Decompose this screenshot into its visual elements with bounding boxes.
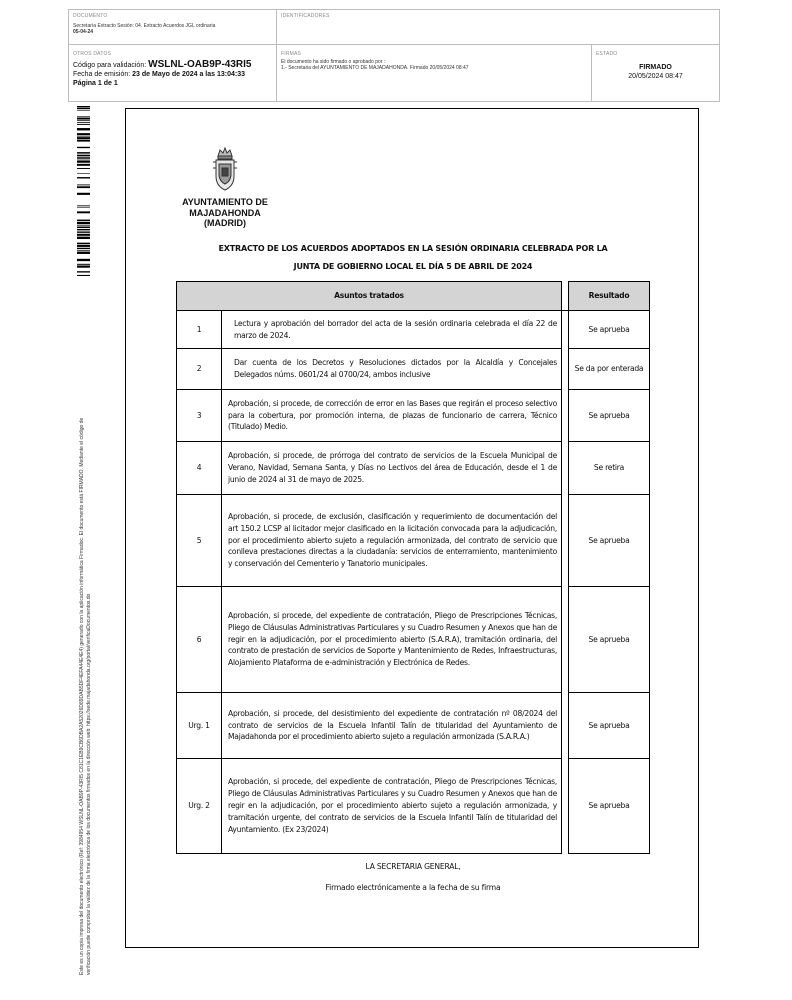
item-result: Se aprueba — [569, 311, 650, 349]
identificadores-label: IDENTIFICADORES — [281, 13, 330, 19]
item-result: Se aprueba — [569, 693, 650, 759]
barcode-bar — [77, 207, 90, 208]
table-row — [177, 390, 650, 442]
documento-label: DOCUMENTO — [73, 13, 108, 19]
barcode-bar — [77, 173, 90, 174]
title-line-1: EXTRACTO DE LOS ACUERDOS ADOPTADOS EN LA SESIÓN ORDINARIA CELEBRADA POR LA — [218, 244, 608, 253]
documento-value: Secretaría Extracto Sesión: 04. Extracto Acuerdos JGL ordinaria — [73, 23, 216, 29]
barcode-bar — [77, 184, 90, 185]
table-row — [177, 311, 650, 349]
barcode-bar — [77, 140, 90, 142]
barcode-icon — [77, 106, 90, 276]
barcode-bar — [77, 193, 90, 195]
table-header-row — [177, 282, 650, 311]
barcode-bar — [77, 155, 90, 156]
signature-role: LA SECRETARIA GENERAL, — [365, 862, 461, 871]
item-number: 3 — [177, 390, 222, 442]
table-row — [177, 693, 650, 759]
header-resultado: Resultado — [569, 282, 650, 311]
estado-label: ESTADO — [596, 51, 618, 57]
item-number: 5 — [177, 495, 222, 587]
barcode-bar — [77, 265, 90, 267]
barcode-bar — [77, 124, 90, 125]
barcode-bar — [77, 237, 90, 239]
barcode-bar — [77, 243, 90, 245]
table-row — [177, 495, 650, 587]
item-result: Se aprueba — [569, 390, 650, 442]
barcode-bar — [77, 177, 90, 178]
fecha-emision: 23 de Mayo de 2024 a las 13:04:33 — [132, 71, 246, 78]
item-number: 2 — [177, 349, 222, 390]
org-line-1: AYUNTAMIENTO DE — [182, 197, 268, 207]
barcode-bar — [77, 252, 90, 254]
barcode-bar — [77, 259, 90, 261]
agenda-table — [176, 281, 650, 854]
estado-date: 20/05/2024 08:47 — [628, 73, 683, 80]
signature-note: Firmado electrónicamente a la fecha de su firma — [325, 883, 501, 892]
barcode-bar — [77, 234, 90, 236]
barcode-bar — [77, 158, 90, 159]
barcode-bar — [77, 128, 90, 130]
barcode-bar — [77, 248, 90, 249]
estado-value: FIRMADO — [639, 64, 672, 71]
item-number: 1 — [177, 311, 222, 349]
barcode-bar — [77, 164, 90, 166]
barcode-bar — [77, 168, 90, 169]
table-row — [177, 759, 650, 854]
item-description: Aprobación, si procede, del desistimiento del expediente de contratación nº 08/2024 del contrato de servicios de la Escuela Infantil Talín de titularidad del Ayuntamiento de Majadahonda por el procedimiento abierto sujeto a regulación armonizada (S.A.R.A.) — [222, 693, 562, 759]
item-description: Aprobación, si procede, del expediente de contratación, Pliego de Prescripciones Técnicas, Pliego de Cláusulas Administrativas Particulares y su Cuadro Resumen y Anexos que han de regir en la adjudicación, por el procedimiento abierto sujeto a regulación armonizada, y tramitación urgente, del contrato de servicios de la Escuela Infantil Talín de titularidad del Ayuntamiento. (Ex 23/2024) — [222, 759, 562, 854]
barcode-bar — [77, 211, 90, 213]
barcode-bar — [77, 271, 90, 272]
barcode-bar — [77, 137, 90, 139]
barcode-bar — [77, 120, 90, 121]
item-description: Lectura y aprobación del borrador del acta de la sesión ordinaria celebrada el día 22 de marzo de 2024. — [222, 311, 562, 349]
side-verification-text — [79, 305, 92, 975]
document-title — [176, 240, 650, 276]
codigo-validacion: WSLNL-OAB9P-43RI5 — [148, 59, 252, 70]
documento-box — [68, 9, 277, 45]
barcode-bar — [77, 122, 90, 123]
item-description: Aprobación, si procede, de corrección de error en las Bases que regirán el proceso selectivo para la cobertura, por promoción interna, de plazas de funcionario de carrera, Técnico (Titulado) Medio. — [222, 390, 562, 442]
barcode-bar — [77, 147, 90, 148]
header-asuntos: Asuntos tratados — [177, 282, 562, 311]
otros-datos-box — [68, 44, 277, 102]
side-text-line-2: verificación puede comprobar la validez de la firma electrónica de los documentos firmados en la dirección web: https://sede.majadahonda.org/portal/verificaDocumentos.do — [85, 593, 92, 975]
item-result: Se aprueba — [569, 759, 650, 854]
org-line-3: (MADRID) — [204, 218, 246, 228]
barcode-bar — [77, 108, 90, 109]
fecha-label: Fecha de emisión: — [73, 71, 131, 78]
barcode-bar — [77, 136, 90, 137]
barcode-bar — [77, 229, 90, 230]
barcode-bar — [77, 157, 90, 158]
barcode-bar — [77, 225, 90, 226]
item-description: Dar cuenta de los Decretos y Resoluciones dictados por la Alcaldía y Concejales Delegados núms. 0601/24 al 0700/24, ambos inclusive — [222, 349, 562, 390]
item-number: Urg. 1 — [177, 693, 222, 759]
identificadores-box — [276, 9, 720, 45]
barcode-bar — [77, 227, 90, 229]
barcode-bar — [77, 186, 90, 188]
title-line-2: JUNTA DE GOBIERNO LOCAL EL DÍA 5 DE ABRIL DE 2024 — [293, 262, 533, 271]
barcode-bar — [77, 264, 90, 265]
documento-date: 05-04-24 — [73, 29, 94, 35]
pagina-info: Página 1 de 1 — [73, 80, 118, 87]
barcode-bar — [77, 106, 90, 107]
barcode-bar — [77, 160, 90, 162]
firmas-box — [276, 44, 592, 102]
barcode-bar — [77, 275, 90, 276]
firmas-label: FIRMAS — [281, 51, 302, 57]
barcode-bar — [77, 250, 90, 251]
item-result: Se aprueba — [569, 587, 650, 693]
otros-datos-label: OTROS DATOS — [73, 51, 112, 57]
estado-box — [591, 44, 720, 102]
item-number: Urg. 2 — [177, 759, 222, 854]
organization-name — [165, 197, 285, 229]
item-description: Aprobación, si procede, del expediente de contratación, Pliego de Prescripciones Técnicas, Pliego de Cláusulas Administrativas Particulares y su Cuadro Resumen y Anexos que han de regir en la adjudicación, por el procedimiento abierto (S.A.R.A), tramitación ordinaria, del contrato de prestación de servicios de Soporte y Mantenimiento de Redes, Infraestructuras, Alojamiento Plataforma de e-administración y Electrónica de Redes. — [222, 587, 562, 693]
item-number: 4 — [177, 442, 222, 495]
item-result: Se aprueba — [569, 495, 650, 587]
item-number: 6 — [177, 587, 222, 693]
item-result: Se retira — [569, 442, 650, 495]
item-description: Aprobación, si procede, de prórroga del contrato de servicios de la Escuela Municipal de Verano, Navidad, Semana Santa, y Días no Lectivos del área de Educación, desde el 1 de junio de 2024 al 31 de mayo de 2025. — [222, 442, 562, 495]
barcode-bar — [77, 110, 90, 111]
firmas-line-1: El documento ha sido firmado o aprobado por : — [281, 59, 386, 65]
barcode-bar — [77, 222, 90, 224]
barcode-bar — [77, 205, 90, 206]
item-result: Se da por enterada — [569, 349, 650, 390]
side-text-line-1: Este es un copia impresa del documento electrónico (Ref: 3984954 WSLNL-OAB9P-43RI5 C81C1EB9CB6DBA2A52026D89DAB5DF4EFA44E4E4) generado con la aplicación informática Firmadoc. El documento está FIRMADO. Mediante el código de — [79, 417, 85, 975]
org-line-2: MAJADAHONDA — [189, 207, 261, 218]
table-row — [177, 442, 650, 495]
barcode-bar — [77, 220, 90, 221]
firmas-line-2: 1.- Secretaria del AYUNTAMIENTO DE MAJADAHONDA. Firmado 20/05/2024 08:47 — [281, 65, 469, 71]
barcode-bar — [77, 116, 90, 117]
table-row — [177, 349, 650, 390]
table-row — [177, 587, 650, 693]
barcode-bar — [77, 231, 90, 232]
barcode-bar — [77, 152, 90, 153]
item-description: Aprobación, si procede, de exclusión, clasificación y requerimiento de documentación del art 150.2 LCSP al licitador mejor clasificado en la licitación convocada para la adjudicación, por el procedimiento abierto sujeto a regulación armonizada, del contrato de servicio que conlleva prestaciones directas a la ciudadanía: servicios de enterramiento, mantenimiento y conservación del Cementerio y Tanatorio municipales. — [222, 495, 562, 587]
barcode-bar — [77, 118, 90, 120]
barcode-bar — [77, 245, 90, 247]
codigo-label: Código para validación: — [73, 62, 147, 69]
coat-of-arms-icon — [212, 146, 238, 192]
barcode-bar — [77, 133, 90, 135]
